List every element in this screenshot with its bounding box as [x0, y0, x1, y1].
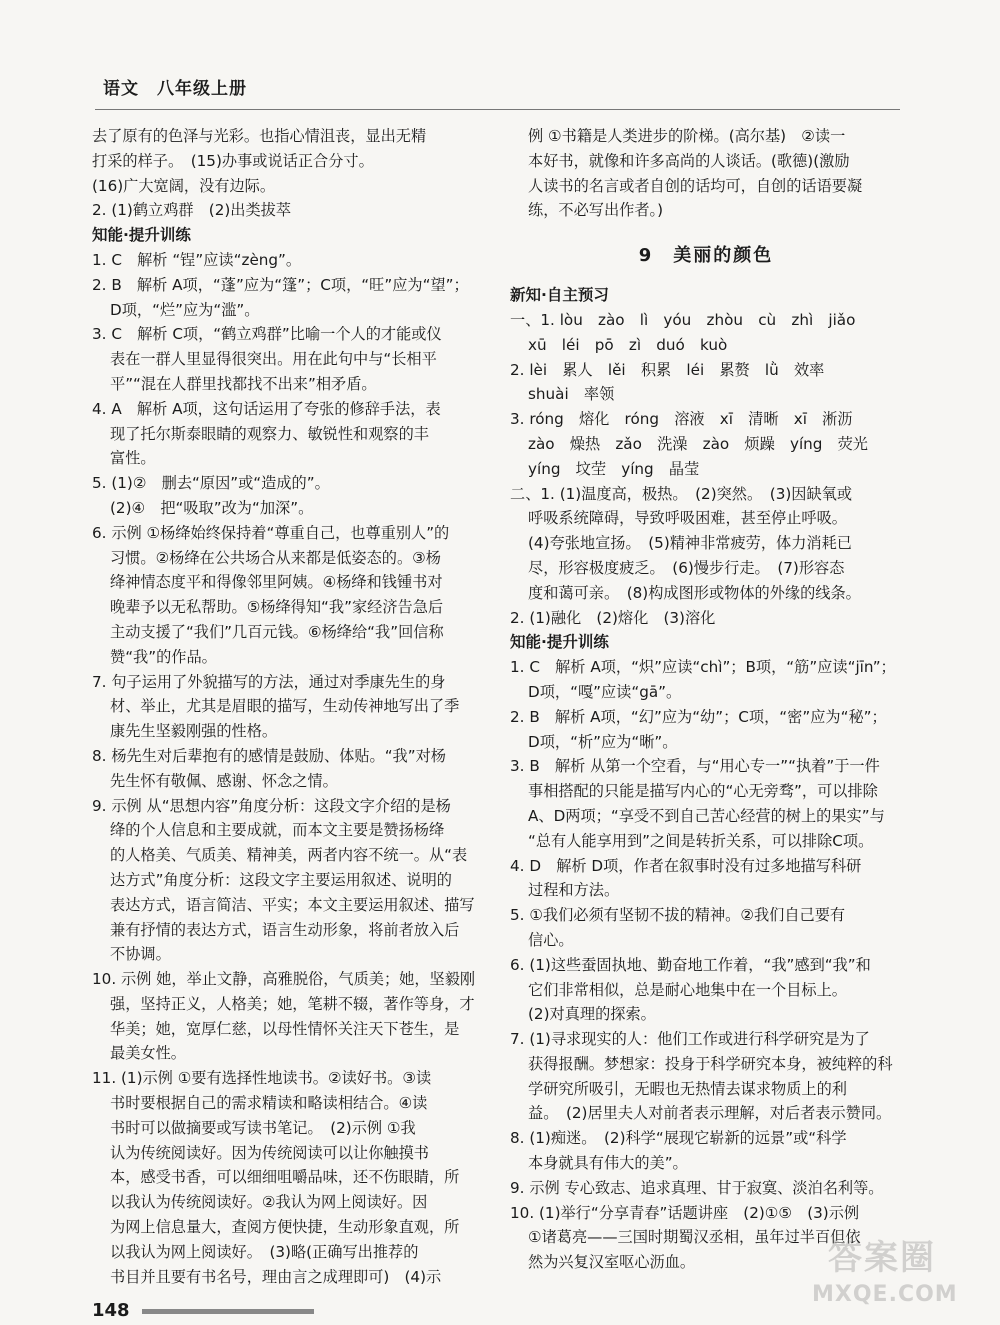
- text-line: 绛的个人信息和主要成就，而本文主要是赞扬杨绛: [110, 821, 445, 840]
- page-header: [95, 66, 900, 110]
- text-line: 华美；她，宽厚仁慈，以母性情怀关注天下苍生，是: [110, 1019, 460, 1038]
- right-column-top: [510, 124, 902, 223]
- text-line: zào 燥热 zǎo 洗澡 zào 烦躁 yíng 荧光: [528, 434, 868, 453]
- text-line: 为网上信息量大，查阅方便快捷，生动形象直观，所: [110, 1218, 460, 1237]
- right-column-body: [510, 283, 902, 1275]
- text-line: 晚辈予以无私帮助。⑤杨绛得知“我”家经济告急后: [110, 598, 444, 617]
- lesson-title: 9 美丽的颜色: [638, 245, 774, 267]
- text-line: 材、举止，尤其是眉眼的描写，生动传神地写出了季: [110, 697, 460, 716]
- text-line: 6. 示例 ①杨绛始终保持着“尊重自己，也尊重别人”的: [92, 523, 450, 542]
- text-line: 本，感受书香，可以细细咀嚼品味，还不伤眼睛，所: [110, 1168, 460, 1187]
- text-line: 以我认为传统阅读好。②我认为网上阅读好。因: [110, 1193, 428, 1212]
- text-line: ①诸葛亮——三国时期蜀汉丞相，虽年过半百但依: [528, 1228, 861, 1247]
- text-line: 3. róng 熔化 róng 溶液 xī 清晰 xī 淅沥: [510, 410, 853, 429]
- text-line: 先生怀有敬佩、感谢、怀念之情。: [110, 771, 338, 790]
- text-line: 呼吸系统障碍，导致呼吸困难，甚至停止呼吸。: [528, 509, 847, 528]
- text-line: 习惯。②杨绛在公共场合从来都是低姿态的。③杨: [110, 548, 441, 567]
- text-line: 的人格美、气质美、精神美，两者内容不统一。从“表: [110, 846, 468, 865]
- text-line: 3. C 解析 C项，“鹤立鸡群”比喻一个人的才能或仪: [92, 325, 442, 344]
- text-line: 9. 示例 专心致志、追求真理、甘于寂寞、淡泊名利等。: [510, 1178, 884, 1197]
- text-line: 二、1. (1)温度高，极热。 (2)突然。 (3)因缺氧或: [510, 484, 853, 503]
- text-line: 1. C 解析 “锃”应读“zèng”。: [92, 250, 302, 269]
- text-line: 例 ①书籍是人类进步的阶梯。(高尔基) ②读一: [528, 127, 846, 145]
- text-line: 富性。: [110, 449, 156, 468]
- watermark-logo: 答案圈: [828, 1238, 936, 1278]
- text-line: 打采的样子。 (15)办事或说话正合分寸。: [92, 151, 374, 170]
- text-line: A、D两项；“享受不到自己苦心经营的树上的果实”与: [528, 806, 885, 825]
- text-line: 8. 杨先生对后辈抱有的感情是鼓励、体贴。“我”对杨: [92, 746, 446, 765]
- text-line: 2. (1)鹤立鸡群 (2)出类拔萃: [92, 201, 292, 220]
- text-line: xū léi pō zì duó kuò: [528, 335, 728, 354]
- text-line: 练，不必写出作者。): [528, 201, 664, 220]
- text-line: 以我认为网上阅读好。 (3)略(正确写出推荐的: [110, 1242, 419, 1261]
- text-line: 度和蔼可亲。 (8)构成图形或物体的外缘的线条。: [528, 583, 861, 602]
- text-line: 2. B 解析 A项，“幻”应为“幼”；C项，“密”应为“秘”；: [510, 707, 887, 726]
- text-line: 康先生坚毅刚强的性格。: [110, 722, 278, 741]
- text-line: shuài 率领: [528, 385, 615, 404]
- text-line: 3. B 解析 从第一个空看，与“用心专一”“执着”于一件: [510, 757, 880, 776]
- text-line: 书目并且要有书名号，理由言之成理即可) (4)示: [110, 1267, 442, 1286]
- text-line: 表达方式，语言简洁、平实；本文主要运用叙述、描写: [110, 895, 475, 914]
- text-line: 它们非常相似，总是耐心地集中在一个目标上。: [528, 980, 847, 999]
- text-line: 8. (1)痴迷。 (2)科学“展现它崭新的远景”或“科学: [510, 1129, 847, 1148]
- section-heading: 新知·自主预习: [510, 286, 609, 305]
- text-line: 本身就具有伟大的美”。: [528, 1154, 688, 1173]
- text-line: 2. B 解析 A项，“蓬”应为“篷”；C项，“旺”应为“望”；: [92, 275, 469, 294]
- text-line: 平”“混在人群里找都找不出来”相矛盾。: [110, 374, 377, 393]
- text-line: 尽，形容极度疲乏。 (6)慢步行走。 (7)形容态: [528, 558, 845, 577]
- text-line: 6. (1)这些蚕固执地、勤奋地工作着，“我”感到“我”和: [510, 955, 871, 974]
- text-line: 不协调。: [110, 945, 171, 964]
- text-line: (2)对真理的探索。: [528, 1005, 656, 1024]
- text-line: 获得报酬。梦想家：投身于科学研究本身，被纯粹的科: [528, 1054, 893, 1073]
- text-line: 学研究所吸引，无暇也无热情去谋求物质上的利: [528, 1079, 847, 1098]
- text-line: 事相搭配的只能是描写内心的“心无旁骛”，可以排除: [528, 782, 878, 801]
- header-title: 语文 八年级上册: [103, 79, 247, 99]
- text-line: 11. (1)示例 ①要有选择性地读书。②读好书。③读: [92, 1069, 432, 1088]
- text-line: (2)④ 把“吸取”改为“加深”。: [110, 498, 314, 517]
- text-line: 兼有抒情的表达方式，语言生动形象，将前者放入后: [110, 920, 460, 939]
- text-line: 7. (1)寻求现实的人：他们工作或进行科学研究是为了: [510, 1030, 870, 1049]
- page-number: 148: [92, 1300, 130, 1321]
- text-line: 2. lèi 累人 lěi 积累 léi 累赘 lǜ 效率: [510, 360, 825, 379]
- text-line: 4. D 解析 D项，作者在叙事时没有过多地描写科研: [510, 856, 862, 875]
- text-line: 10. (1)举行“分享青春”话题讲座 (2)①⑤ (3)示例: [510, 1203, 860, 1222]
- text-line: 过程和方法。: [528, 881, 620, 900]
- text-line: 5. ①我们必须有坚韧不拔的精神。②我们自己要有: [510, 906, 846, 925]
- section-heading: 知能·提升训练: [510, 633, 609, 652]
- text-line: 10. 示例 她，举止文静，高雅脱俗，气质美；她，坚毅刚: [92, 970, 476, 989]
- text-line: 去了原有的色泽与光彩。也指心情沮丧，显出无精: [92, 127, 427, 145]
- text-line: D项，“烂”应为“滥”。: [110, 300, 260, 319]
- text-line: 一、1. lòu zào lì yóu zhòu cù zhì jiǎo: [510, 310, 856, 329]
- text-line: (4)夸张地宣扬。 (5)精神非常疲劳，体力消耗已: [528, 534, 852, 553]
- left-column: [92, 124, 502, 1289]
- text-line: 5. (1)② 删去“原因”或“造成的”。: [92, 474, 330, 493]
- page-footer: [92, 1300, 130, 1321]
- text-line: (16)广大宽阔，没有边际。: [92, 176, 276, 195]
- text-line: D项，“析”应为“晰”。: [528, 732, 678, 751]
- text-line: 绛神情态度平和得像邻里阿姨。④杨绛和钱锺书对: [110, 573, 443, 592]
- text-line: 人读书的名言或者自创的话均可，自创的话语要凝: [528, 176, 863, 195]
- text-line: 1. C 解析 A项，“炽”应读“chì”；B项，“筋”应读“jīn”；: [510, 658, 896, 677]
- watermark-url: MXQE.COM: [812, 1282, 958, 1307]
- text-line: 赞“我”的作品。: [110, 647, 217, 666]
- text-line: 本好书，就像和许多高尚的人谈话。(歌德)(激励: [528, 151, 850, 170]
- footer-bar: [142, 1309, 314, 1314]
- text-line: 主动支援了“我们”几百元钱。⑥杨绛给“我”回信称: [110, 622, 444, 641]
- text-line: 现了托尔斯泰眼睛的观察力、敏锐性和观察的丰: [110, 424, 429, 443]
- header-rule: [95, 109, 900, 110]
- watermark: [812, 1230, 977, 1320]
- text-line: yíng 坟茔 yíng 晶莹: [528, 459, 700, 478]
- text-line: 书时可以做摘要或写读书笔记。 (2)示例 ①我: [110, 1118, 416, 1137]
- text-line: 认为传统阅读好。因为传统阅读可以让你触摸书: [110, 1143, 429, 1162]
- text-line: 9. 示例 从“思想内容”角度分析：这段文字介绍的是杨: [92, 796, 451, 815]
- text-line: 4. A 解析 A项，这句话运用了夸张的修辞手法，表: [92, 399, 441, 418]
- text-line: D项，“嘎”应读“gā”。: [528, 682, 682, 701]
- text-line: 信心。: [528, 930, 574, 949]
- text-line: 达方式”角度分析：这段文字主要运用叙述、说明的: [110, 870, 452, 889]
- text-line: 益。 (2)居里夫人对前者表示理解，对后者表示赞同。: [528, 1104, 892, 1123]
- text-line: 强，坚持正义，人格美；她，笔耕不辍，著作等身，才: [110, 994, 475, 1013]
- text-line: 然为兴复汉室呕心沥血。: [528, 1253, 696, 1272]
- text-line: 最美女性。: [110, 1044, 186, 1063]
- text-line: 书时要根据自己的需求精读和略读相结合。④读: [110, 1094, 428, 1113]
- right-column: [510, 124, 902, 1275]
- text-line: 7. 句子运用了外貌描写的方法，通过对季康先生的身: [92, 672, 446, 691]
- text-line: 表在一群人里显得很突出。用在此句中与“长相平: [110, 350, 437, 369]
- text-line: 2. (1)融化 (2)熔化 (3)溶化: [510, 608, 716, 627]
- text-line: “总有人能享用到”之间是转折关系，可以排除C项。: [528, 831, 874, 850]
- section-heading: 知能·提升训练: [92, 226, 191, 245]
